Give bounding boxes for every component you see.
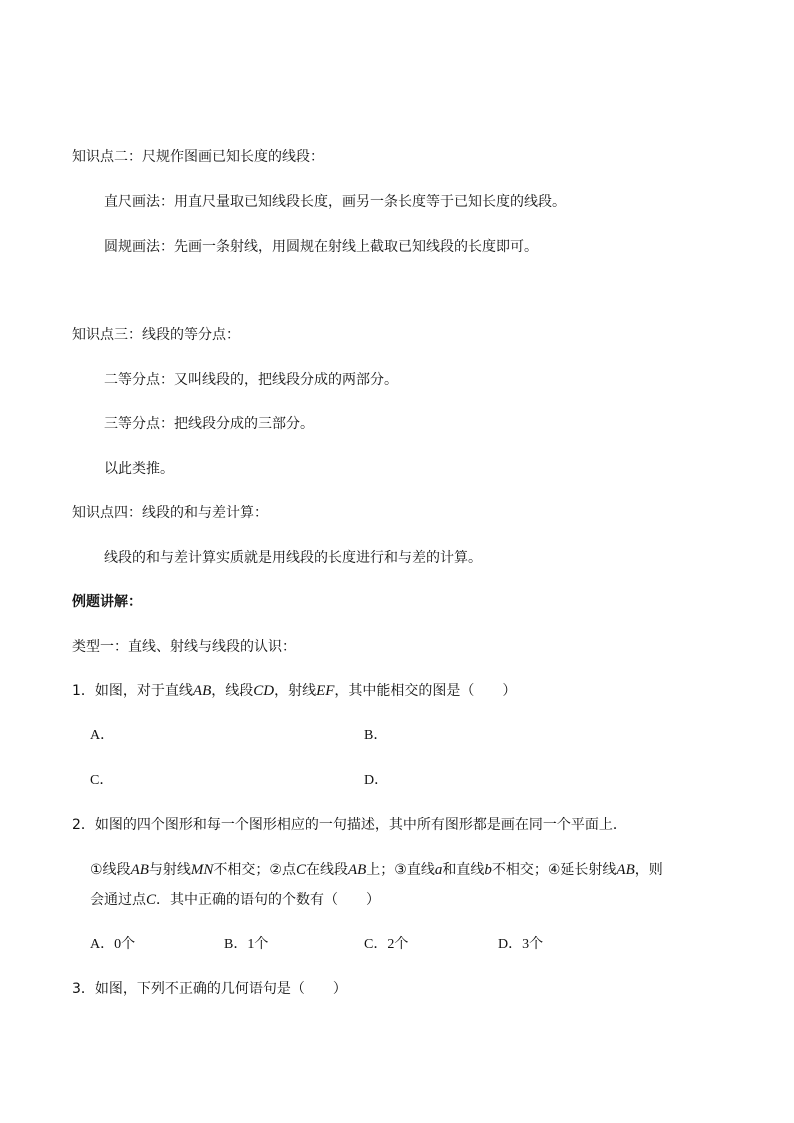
q2-point-c: C [295,862,306,878]
q2-statements-line-1 [90,860,663,880]
q2-line-a: a [434,862,443,878]
k2-heading: 知识点二：尺规作图画已知长度的线段： [72,149,324,165]
q2-text-7: 不相交；④延长射线 [491,862,617,878]
q2-option-d: D．3个 [498,937,544,952]
q2-option-b: B．1个 [224,937,269,952]
k3-trisect: 三等分点：把线段分成的三部分。 [104,416,314,432]
q2-option-c: C．2个 [364,937,409,952]
q2-text-5: 上；③直线 [366,862,435,878]
k3-heading: 知识点三：线段的等分点： [72,327,240,343]
q2-segment-ab-2: AB [347,862,367,878]
q2-statements-line-2 [90,890,380,910]
question-2-stem: 2．如图的四个图形和每一个图形相应的一句描述，其中所有图形都是画在同一个平面上． [72,817,627,833]
q2-point-c-2: C [146,892,157,908]
q1-text-3: ，射线 [274,683,317,699]
type1-heading: 类型一：直线、射线与线段的认识： [72,639,296,655]
q2-ray-ab: AB [616,862,635,878]
k4-body: 线段的和与差计算实质就是用线段的长度进行和与差的计算。 [104,550,482,566]
q2-segment-ab: AB [130,862,149,878]
q2-text-1: ①线段 [90,862,131,878]
q2-text-4: 在线段 [305,862,348,878]
q2-text-3: 不相交；②点 [213,862,296,878]
q1-segment-cd: CD [253,683,275,699]
q2-text-10: ．其中正确的语句的个数有（ ） [156,892,381,908]
k3-bisect: 二等分点：又叫线段的，把线段分成的两部分。 [104,372,398,388]
q1-text-2: ，线段 [211,683,254,699]
question-3-stem: 3．如图，下列不正确的几何语句是（ ） [72,981,347,997]
q1-option-c: C． [90,773,114,788]
q2-ray-mn: MN [190,862,214,878]
q2-text-9: 会通过点 [90,892,146,908]
q2-line-b: b [484,862,492,878]
k2-ruler-method: 直尺画法：用直尺量取已知线段长度，画另一条长度等于已知长度的线段。 [104,194,566,210]
q2-text-6: 和直线 [442,862,485,878]
k2-compass-method: 圆规画法：先画一条射线，用圆规在射线上截取已知线段的长度即可。 [104,239,538,255]
q1-text-4: ，其中能相交的图是（ ） [334,683,517,699]
q1-option-b: B． [364,728,388,743]
q1-text-1: 1．如图，对于直线 [72,683,193,699]
question-1-stem [72,681,516,701]
q2-option-a: A．0个 [90,937,136,952]
q1-option-a: A． [90,728,115,743]
examples-heading: 例题讲解： [72,594,142,610]
q2-text-8: ，则 [634,862,663,878]
k3-etc: 以此类推。 [104,461,174,477]
q1-option-d: D． [364,773,389,788]
q1-ray-ef: EF [316,683,335,699]
q2-text-2: 与射线 [148,862,191,878]
k4-heading: 知识点四：线段的和与差计算： [72,505,268,521]
q1-line-ab: AB [192,683,212,699]
